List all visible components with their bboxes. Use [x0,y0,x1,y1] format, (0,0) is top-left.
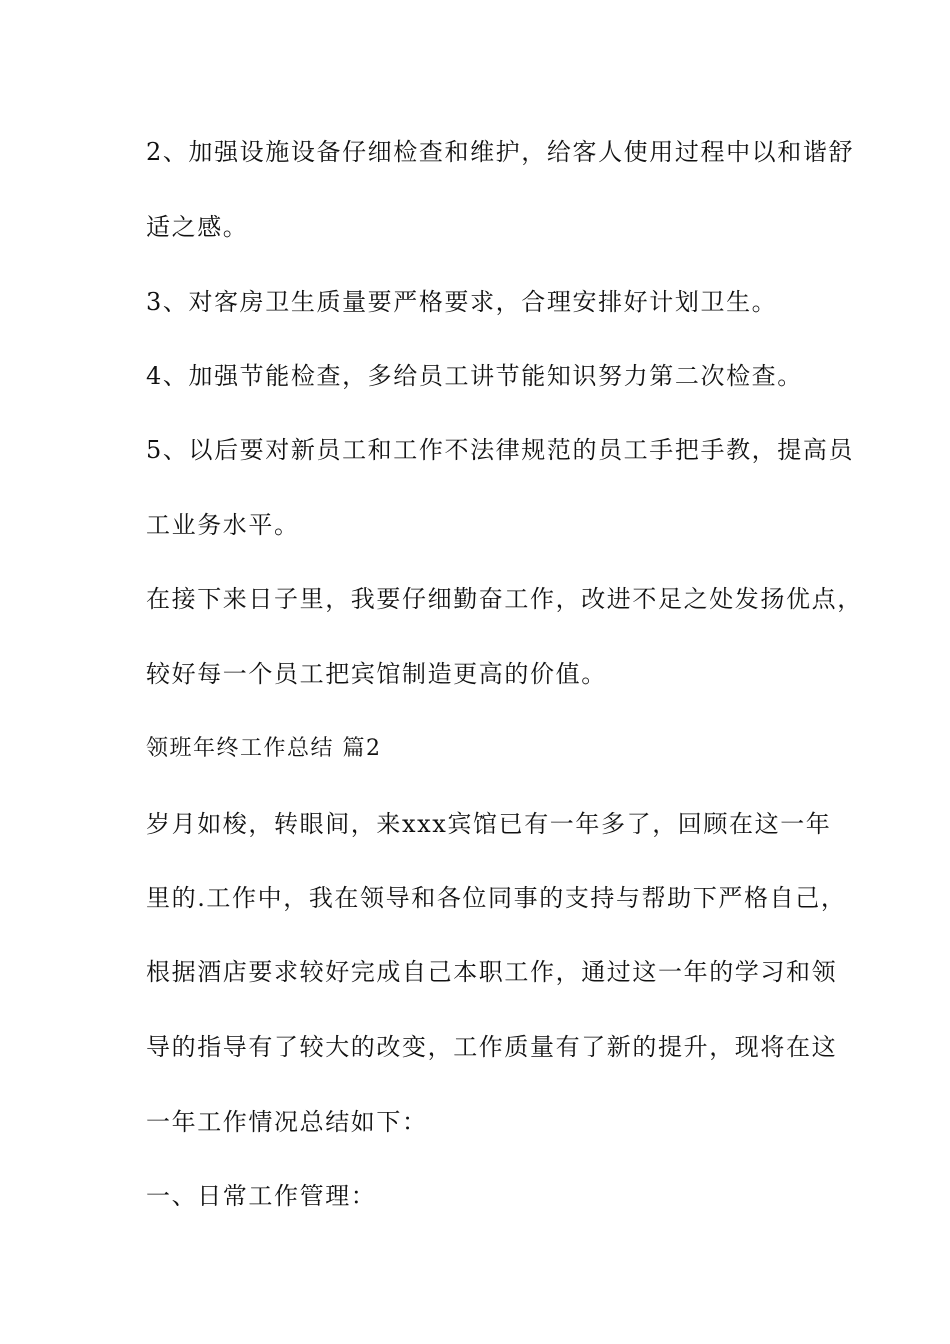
list-item-2-continued: 适之感。 [146,213,249,241]
subsection-heading: 一、日常工作管理： [146,1182,377,1210]
body-paragraph-line-1: 岁月如梭，转眼间，来xxx宾馆已有一年多了，回顾在这一年 [146,810,832,838]
body-paragraph-line-3: 根据酒店要求较好完成自己本职工作，通过这一年的学习和领 [146,958,838,986]
list-item-5-continued: 工业务水平。 [146,511,300,539]
body-paragraph-line-5: 一年工作情况总结如下： [146,1108,428,1136]
closing-paragraph-continued: 较好每一个员工把宾馆制造更高的价值。 [146,660,607,688]
list-item-2: 2、加强设施设备仔细检查和维护，给客人使用过程中以和谐舒 [146,138,855,166]
body-paragraph-line-2: 里的.工作中，我在领导和各位同事的支持与帮助下严格自己， [146,884,847,912]
list-item-4: 4、加强节能检查，多给员工讲节能知识努力第二次检查。 [146,362,803,390]
list-item-3: 3、对客房卫生质量要严格要求，合理安排好计划卫生。 [146,288,778,316]
body-paragraph-line-4: 导的指导有了较大的改变，工作质量有了新的提升，现将在这 [146,1033,838,1061]
section-heading: 领班年终工作总结 篇2 [146,736,382,761]
list-item-5: 5、以后要对新员工和工作不法律规范的员工手把手教，提高员 [146,436,855,464]
closing-paragraph: 在接下来日子里，我要仔细勤奋工作，改进不足之处发扬优点， [146,585,863,613]
